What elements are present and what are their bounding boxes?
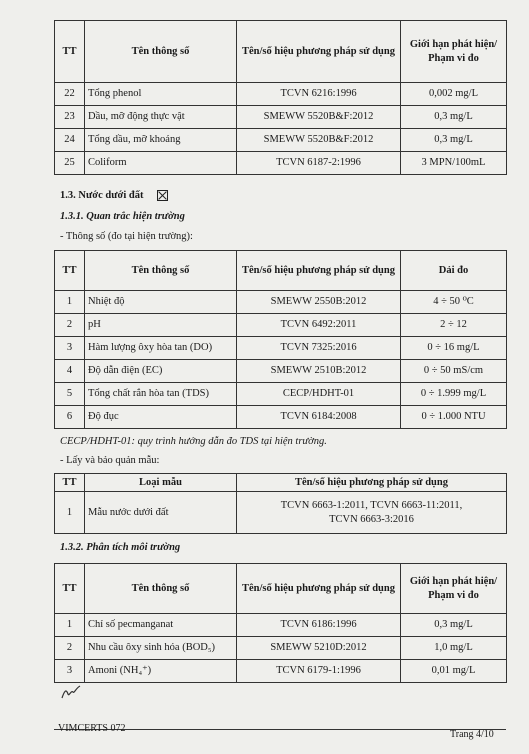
- cecp-note: CECP/HDHT-01: quy trình hướng dẫn đo TDS tại hiện trường.: [60, 436, 327, 447]
- table-row: 1 Chỉ số pecmanganat TCVN 6186:1996 0,3 mg/L: [55, 614, 507, 637]
- header-method: Tên/số hiệu phương pháp sử dụng: [237, 474, 507, 492]
- table-row: 4 Độ dẫn điện (EC) SMEWW 2510B:2012 0 ÷ 50 mS/cm: [55, 360, 507, 383]
- header-tt: TT: [55, 21, 85, 83]
- table-row: 5 Tổng chất rắn hòa tan (TDS) CECP/HDHT-01 0 ÷ 1.999 mg/L: [55, 383, 507, 406]
- parameters-table-continued: [54, 20, 507, 175]
- params-note: - Thông số (đo tại hiện trường):: [60, 231, 193, 242]
- header-method: Tên/số hiệu phương pháp sử dụng: [237, 21, 401, 83]
- table-row: 2 pH TCVN 6492:2011 2 ÷ 12: [55, 314, 507, 337]
- section-heading-analysis: 1.3.2. Phân tích môi trường: [60, 542, 181, 553]
- section-heading-groundwater: 1.3. Nước dưới đất: [60, 190, 168, 201]
- footer-page-number: Trang 4/10: [450, 729, 494, 740]
- section-heading-field-monitoring: 1.3.1. Quan trắc hiện trường: [60, 211, 185, 222]
- table-row: 23 Dầu, mỡ động thực vật SMEWW 5520B&F:2012 0,3 mg/L: [55, 106, 507, 129]
- sampling-table: [54, 473, 507, 534]
- checked-box-icon: [157, 190, 168, 201]
- header-range: Dải đo: [401, 251, 507, 291]
- footer-left: VIMCERTS 072: [58, 723, 126, 734]
- header-limit: Giới hạn phát hiện/ Phạm vi đo: [401, 564, 507, 614]
- header-tt: TT: [55, 564, 85, 614]
- table-row: 1 Mẫu nước dưới đất TCVN 6663-1:2011, TCVN 6663-11:2011, TCVN 6663-3:2016: [55, 492, 507, 534]
- field-parameters-table: [54, 250, 507, 429]
- table-row: 6 Độ đục TCVN 6184:2008 0 ÷ 1.000 NTU: [55, 406, 507, 429]
- sampling-note: - Lấy và bảo quản mẫu:: [60, 455, 160, 466]
- table-row: 3 Hàm lượng ôxy hòa tan (DO) TCVN 7325:2016 0 ÷ 16 mg/L: [55, 337, 507, 360]
- table-row: 3 Amoni (NH₄⁺) TCVN 6179-1:1996 0,01 mg/L: [55, 660, 507, 683]
- table-row: 24 Tổng dầu, mỡ khoáng SMEWW 5520B&F:2012 0,3 mg/L: [55, 129, 507, 152]
- header-method: Tên/số hiệu phương pháp sử dụng: [237, 564, 401, 614]
- header-parameter: Tên thông số: [85, 251, 237, 291]
- analysis-table: [54, 563, 507, 683]
- header-limit: Giới hạn phát hiện/ Phạm vi đo: [401, 21, 507, 83]
- header-method: Tên/số hiệu phương pháp sử dụng: [237, 251, 401, 291]
- signature-mark-icon: [60, 682, 84, 702]
- table-row: 1 Nhiệt độ SMEWW 2550B:2012 4 ÷ 50 ⁰C: [55, 291, 507, 314]
- table-row: 2 Nhu cầu ôxy sinh hóa (BOD₅) SMEWW 5210D:2012 1,0 mg/L: [55, 637, 507, 660]
- table-row: 25 Coliform TCVN 6187-2:1996 3 MPN/100mL: [55, 152, 507, 175]
- header-parameter: Tên thông số: [85, 564, 237, 614]
- header-parameter: Tên thông số: [85, 21, 237, 83]
- header-tt: TT: [55, 251, 85, 291]
- header-sample-type: Loại mẫu: [85, 474, 237, 492]
- header-tt: TT: [55, 474, 85, 492]
- table-row: 22 Tổng phenol TCVN 6216:1996 0,002 mg/L: [55, 83, 507, 106]
